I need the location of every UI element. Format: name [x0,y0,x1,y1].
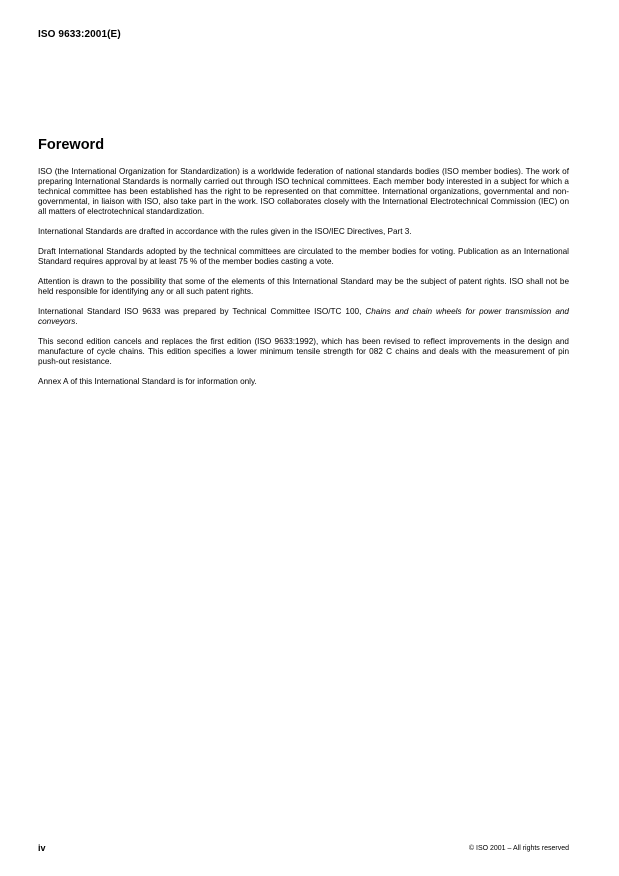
paragraph-patent-rights: Attention is drawn to the possibility that some of the elements of this International Standard may be the subject of patent rights. ISO shall not be held responsible for identifying any or all such patent rights. [38,277,569,296]
foreword-body [38,167,569,397]
paragraph-iso-overview: ISO (the International Organization for Standardization) is a worldwide federation of national standards bodies (ISO member bodies). The work of preparing International Standards is normally carried out through ISO technical committees. Each member body interested in a subject for which a technical committee has been established has the right to be represented on that committee. International organizations, governmental and non-governmental, in liaison with ISO, also take part in the work. ISO collaborates closely with the International Electrotechnical Commission (IEC) on all matters of electrotechnical standardization. [38,167,569,216]
document-header: ISO 9633:2001(E) [38,29,121,40]
committee-title: Chains and chain wheels for power transmission and conveyors [38,307,569,326]
page-number: iv [38,843,46,853]
paragraph-voting: Draft International Standards adopted by the technical committees are circulated to the member bodies for voting. Publication as an International Standard requires approval by at least 75 % of the member bodies casting a vote. [38,247,569,266]
paragraph-edition: This second edition cancels and replaces the first edition (ISO 9633:1992), which has been revised to reflect improvements in the design and manufacture of cycle chains. This edition specifies a lower minimum tensile strength for 082 C chains and deals with the measurement of pin push-out resistance. [38,337,569,366]
copyright-notice: © ISO 2001 – All rights reserved [468,845,569,852]
committee-text-end: . [75,317,78,326]
page-title: Foreword [38,137,105,153]
committee-text: International Standard ISO 9633 was prepared by Technical Committee ISO/TC 100, [38,307,366,316]
paragraph-technical-committee [38,307,569,327]
paragraph-directives: International Standards are drafted in accordance with the rules given in the ISO/IEC Directives, Part 3. [38,227,412,236]
paragraph-annex: Annex A of this International Standard is for information only. [38,377,257,386]
